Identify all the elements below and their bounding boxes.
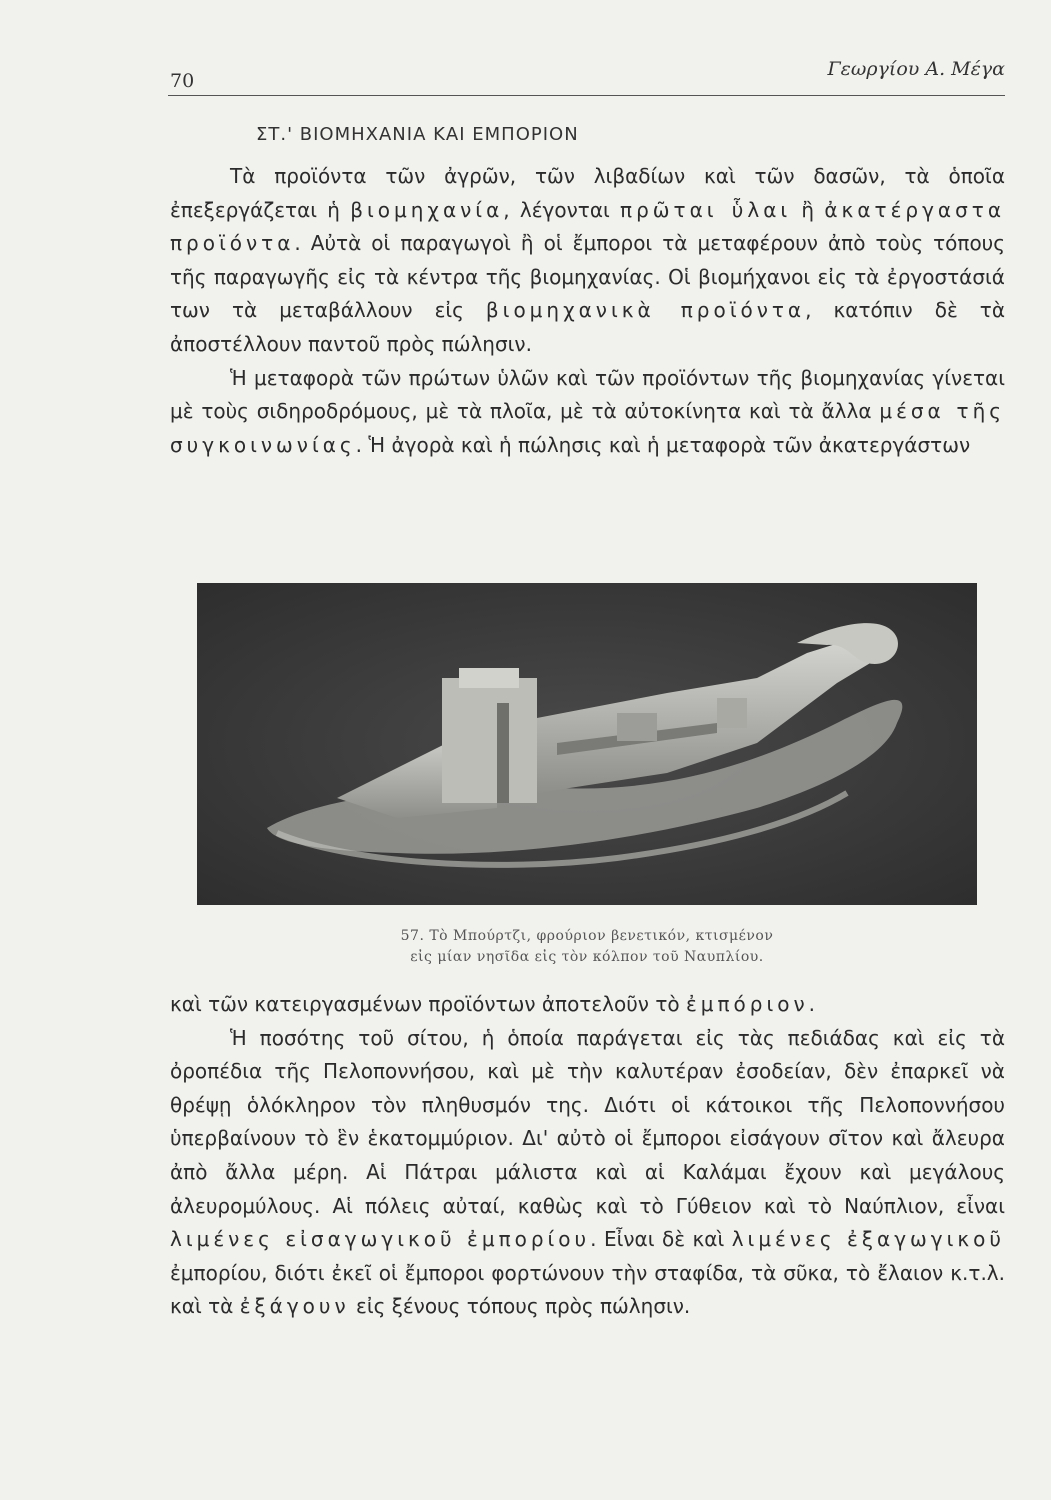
spaced-term: πρῶται ὗλαι <box>620 197 792 222</box>
paragraph-transport <box>170 362 1005 463</box>
text-run: Ἡ ποσότης τοῦ σίτου, ἡ ὁποία παράγεται εἰς τὰς πεδιάδας καὶ εἰς τὰ ὀροπέδια τῆς Πελοποννήσου, καὶ μὲ τὴν καλυτέραν ἐσοδείαν, δὲν ἐπαρκεῖ νὰ θρέψῃ ὁλόκληρον τὸν πληθυσμόν της. Διότι οἱ κάτοικοι τῆς Πελοποννήσου ὑπερβαίνουν τὸ ἓν ἑκατομμύριον. Δι' αὐτὸ οἱ ἔμποροι εἰσάγουν σῖτον καὶ ἄλευρα ἀπὸ ἄλλα μέρη. Αἱ Πάτραι μάλιστα καὶ αἱ Καλάμαι ἔχουν καὶ μεγάλους ἀλευρομύλους. Αἱ πόλεις αὐταί, καθὼς καὶ τὸ Γύθειον καὶ τὸ Ναύπλιον, εἶναι <box>170 1025 1005 1218</box>
figure-bourtzi-photo <box>197 583 977 905</box>
spaced-term: λιμένες εἰσαγωγικοῦ ἐμπορίου <box>170 1227 591 1252</box>
figure-caption <box>197 926 977 968</box>
text-run: . Ἡ ἀγορὰ καὶ ἡ πώλησις καὶ ἡ μεταφορὰ τῶν ἀκατεργάστων <box>355 432 971 457</box>
text-run: εἰς ξένους τόπους πρὸς πώλησιν. <box>349 1294 691 1319</box>
text-run: καὶ τῶν κατειργασμένων προϊόντων ἀποτελοῦν τὸ <box>170 992 686 1016</box>
page-number: 70 <box>170 70 195 92</box>
section-title: ΣΤ.' ΒΙΟΜΗΧΑΝΙΑ ΚΑΙ ΕΜΠΟΡΙΟΝ <box>256 124 579 145</box>
paragraph-grain-ports <box>170 1022 1005 1324</box>
text-run: , λέγονται <box>503 197 621 222</box>
header-rule <box>168 95 1005 96</box>
spaced-term: ἐξάγουν <box>239 1294 350 1319</box>
paragraph-commerce-continuation <box>170 988 1005 1022</box>
text-run: . Εἶναι δὲ καὶ <box>590 1227 732 1252</box>
text-run: , κατόπιν δὲ τὰ ἀποστέλλουν παντοῦ πρὸς πώλησιν. <box>170 298 1005 356</box>
paragraph-raw-materials <box>170 160 1005 362</box>
text-run: . Αὐτὰ οἱ παραγωγοὶ ἢ οἱ ἔμποροι τὰ μεταφέρουν ἀπὸ τοὺς τόπους τῆς παραγωγῆς εἰς τὰ κέντρα τῆς βιομηχανίας. Οἱ βιομήχανοι εἰς τὰ ἐργοστάσιά των τὰ μεταβάλλουν εἰς <box>170 231 1005 323</box>
caption-line: εἰς μίαν νησῖδα εἰς τὸν κόλπον τοῦ Ναυπλίου. <box>410 949 764 965</box>
spaced-term: ἀκατέργαστα προϊόντα <box>170 197 1005 256</box>
text-run: ἐμπορίου, διότι ἐκεῖ οἱ ἔμποροι φορτώνουν τὴν σταφίδα, τὰ σῦκα, τὸ ἔλαιον κ.τ.λ. καὶ τὰ <box>170 1260 1005 1319</box>
running-head: Γεωργίου Α. Μέγα <box>827 58 1005 80</box>
text-block-top <box>170 160 1005 462</box>
text-block-bottom <box>170 988 1005 1324</box>
text-run: ἢ <box>791 197 825 222</box>
spaced-term: μέσα τῆς συγκοινωνίας <box>170 399 1005 457</box>
fortress-photo-illustration <box>197 583 977 905</box>
text-run: Τὰ προϊόντα τῶν ἀγρῶν, τῶν λιβαδίων καὶ τῶν δασῶν, τὰ ὁποῖα ἐπεξεργάζεται ἡ <box>170 164 1005 222</box>
text-run: . <box>808 992 816 1016</box>
text-run: Ἡ μεταφορὰ τῶν πρώτων ὑλῶν καὶ τῶν προϊόντων τῆς βιομηχανίας γίνεται μὲ τοὺς σιδηροδρόμους, μὲ τὰ πλοῖα, μὲ τὰ αὐτοκίνητα καὶ τὰ ἄλλα <box>170 365 1005 424</box>
spaced-term: ἐμπόριον <box>685 992 809 1016</box>
spaced-term: λιμένες ἐξαγωγικοῦ <box>731 1227 1005 1252</box>
spaced-term: βιομηχανικὰ προϊόντα <box>485 298 806 323</box>
spaced-term: βιομηχανία <box>350 197 504 222</box>
caption-line: 57. Τὸ Μπούρτζι, φρούριον βενετικόν, κτισμένον <box>400 928 774 944</box>
